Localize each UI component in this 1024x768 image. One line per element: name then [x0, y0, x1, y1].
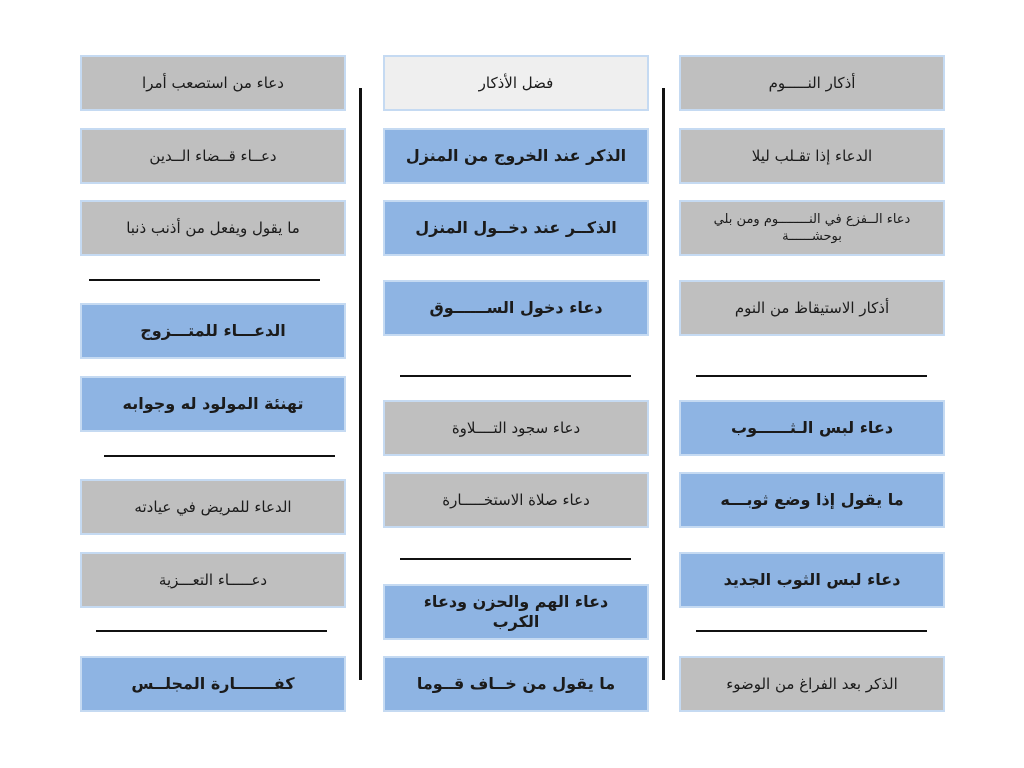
left-item-6[interactable]: الدعاء للمريض في عيادته: [80, 479, 346, 535]
left-item-3[interactable]: ما يقول ويفعل من أذنب ذنبا: [80, 200, 346, 256]
left-item-5[interactable]: تهنئة المولود له وجوابه: [80, 376, 346, 432]
column-divider: [359, 88, 362, 680]
divider: [104, 455, 335, 457]
middle-item-1[interactable]: فضل الأذكار: [383, 55, 649, 111]
middle-item-3[interactable]: الذكــر عند دخــول المنزل: [383, 200, 649, 256]
left-item-2[interactable]: دعــاء قــضاء الــدين: [80, 128, 346, 184]
left-item-7[interactable]: دعـــــاء التعـــزية: [80, 552, 346, 608]
middle-item-7[interactable]: دعاء الهم والحزن ودعاء الكرب: [383, 584, 649, 640]
left-item-4[interactable]: الدعـــاء للمتـــزوج: [80, 303, 346, 359]
right-item-3[interactable]: دعاء الــفزع في النــــــــوم ومن بلي بوحشــــــة: [679, 200, 945, 256]
middle-item-6[interactable]: دعاء صلاة الاستخـــــارة: [383, 472, 649, 528]
right-item-5[interactable]: دعاء لبس الـثــــــوب: [679, 400, 945, 456]
right-item-2[interactable]: الدعاء إذا تقـلب ليلا: [679, 128, 945, 184]
left-item-8[interactable]: كفـــــــارة المجلــس: [80, 656, 346, 712]
divider: [696, 630, 927, 632]
right-item-7[interactable]: دعاء لبس الثوب الجديد: [679, 552, 945, 608]
middle-item-8[interactable]: ما يقول من خــاف قــوما: [383, 656, 649, 712]
middle-item-2[interactable]: الذكر عند الخروج من المنزل: [383, 128, 649, 184]
column-divider: [662, 88, 665, 680]
divider: [89, 279, 320, 281]
right-item-1[interactable]: أذكار النـــــوم: [679, 55, 945, 111]
right-item-8[interactable]: الذكر بعد الفراغ من الوضوء: [679, 656, 945, 712]
divider: [400, 558, 631, 560]
divider: [696, 375, 927, 377]
middle-item-5[interactable]: دعاء سجود التــــلاوة: [383, 400, 649, 456]
left-item-1[interactable]: دعاء من استصعب أمرا: [80, 55, 346, 111]
middle-item-4[interactable]: دعاء دخول الســــــوق: [383, 280, 649, 336]
right-item-6[interactable]: ما يقول إذا وضع ثوبـــه: [679, 472, 945, 528]
divider: [400, 375, 631, 377]
right-item-4[interactable]: أذكار الاستيقاظ من النوم: [679, 280, 945, 336]
divider: [96, 630, 327, 632]
